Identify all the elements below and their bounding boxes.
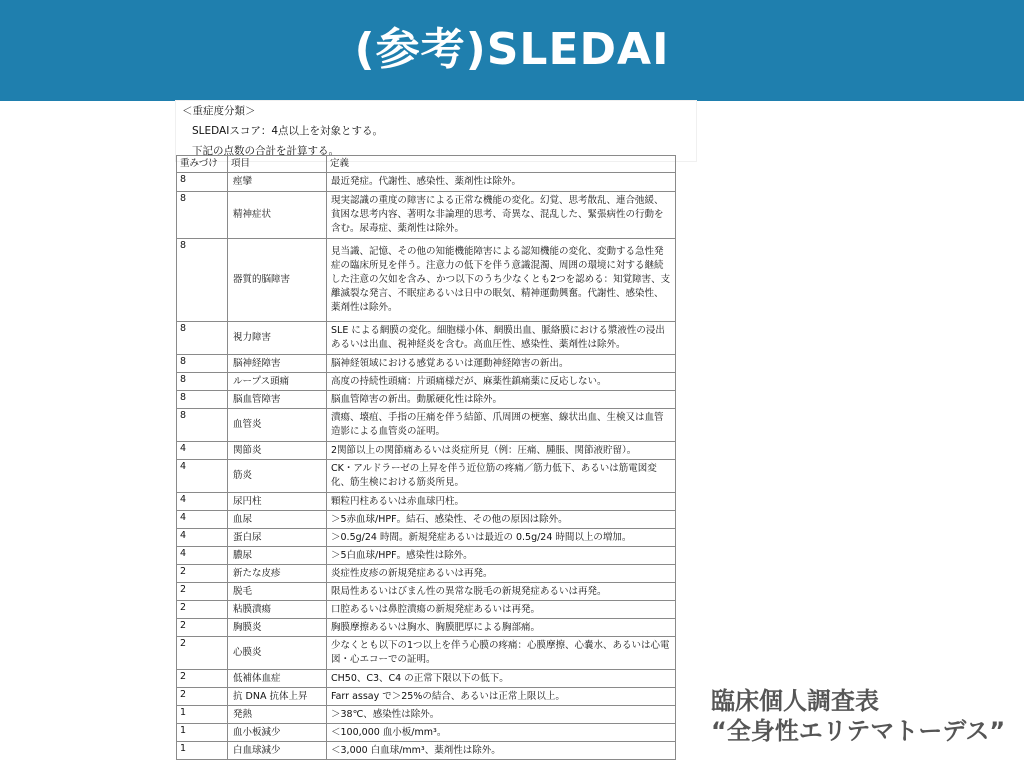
item-cell: 精神症状	[228, 192, 327, 239]
weight-cell: 8	[177, 173, 228, 192]
side-caption	[711, 686, 1011, 746]
table-row	[177, 511, 676, 529]
item-cell: 心膜炎	[228, 637, 327, 670]
definition-cell: 見当識、記憶、その他の知能機能障害による認知機能の変化、変動する急性発症の臨床所見を伴う。注意力の低下を伴う意識混濁、周囲の環境に対する継続した注意の欠如を含み、かつ以下のうち少なくとも2つを認める：知覚障害、支離滅裂な発言、不眠症あるいは日中の眠気、精神運動興奮。代謝性、感染性、薬剤性は除外。	[327, 239, 676, 322]
item-cell: 白血球減少	[228, 742, 327, 760]
weight-cell: 1	[177, 724, 228, 742]
definition-cell: Farr assay で＞25%の結合、あるいは正常上限以上。	[327, 688, 676, 706]
item-cell: 脱毛	[228, 583, 327, 601]
definition-cell: 少なくとも以下の1つ以上を伴う心膜の疼痛：心膜摩擦、心嚢水、あるいは心電図・心エコーでの証明。	[327, 637, 676, 670]
weight-cell: 4	[177, 460, 228, 493]
table-row	[177, 529, 676, 547]
item-cell: 筋炎	[228, 460, 327, 493]
item-cell: 血管炎	[228, 409, 327, 442]
weight-cell: 4	[177, 547, 228, 565]
score-note: SLEDAIスコア：4点以上を対象とする。	[192, 125, 384, 137]
item-cell: 視力障害	[228, 322, 327, 355]
definition-cell: 炎症性皮疹の新規発症あるいは再発。	[327, 565, 676, 583]
item-cell: 器質的脳障害	[228, 239, 327, 322]
table-row	[177, 670, 676, 688]
table-row	[177, 742, 676, 760]
definition-cell: ＜3,000 白血球/mm³、薬剤性は除外。	[327, 742, 676, 760]
item-cell: 粘膜潰瘍	[228, 601, 327, 619]
item-cell: 血小板減少	[228, 724, 327, 742]
definition-cell: 2関節以上の関節痛あるいは炎症所見（例：圧痛、腫脹、関節液貯留）。	[327, 442, 676, 460]
definition-cell: ＞5白血球/HPF。感染性は除外。	[327, 547, 676, 565]
weight-cell: 2	[177, 637, 228, 670]
definition-cell: CK・アルドラーゼの上昇を伴う近位筋の疼痛／筋力低下、あるいは筋電図変化、筋生検における筋炎所見。	[327, 460, 676, 493]
table-row	[177, 493, 676, 511]
definition-cell: ＞5赤血球/HPF。結石、感染性、その他の原因は除外。	[327, 511, 676, 529]
table-row	[177, 724, 676, 742]
sledai-table	[176, 155, 676, 760]
item-cell: 脳血管障害	[228, 391, 327, 409]
column-header-weight: 重みづけ	[177, 156, 228, 173]
table-row	[177, 409, 676, 442]
item-cell: 関節炎	[228, 442, 327, 460]
table-row	[177, 637, 676, 670]
table-row	[177, 391, 676, 409]
item-cell: 胸膜炎	[228, 619, 327, 637]
table-row	[177, 355, 676, 373]
table-row	[177, 565, 676, 583]
table-row	[177, 688, 676, 706]
weight-cell: 2	[177, 688, 228, 706]
item-cell: 発熱	[228, 706, 327, 724]
column-header-definition: 定義	[327, 156, 676, 173]
weight-cell: 4	[177, 529, 228, 547]
table-row	[177, 619, 676, 637]
caption-subtitle: “全身性エリテマトーデス”	[711, 717, 1006, 745]
weight-cell: 8	[177, 409, 228, 442]
column-header-item: 項目	[228, 156, 327, 173]
item-cell: ループス頭痛	[228, 373, 327, 391]
definition-cell: 限局性あるいはびまん性の異常な脱毛の新規発症あるいは再発。	[327, 583, 676, 601]
definition-cell: 潰瘍、壊疽、手指の圧痛を伴う結節、爪周囲の梗塞、線状出血、生検又は血管造影による血管炎の証明。	[327, 409, 676, 442]
table-row	[177, 239, 676, 322]
weight-cell: 8	[177, 373, 228, 391]
definition-cell: ＜100,000 血小板/mm³。	[327, 724, 676, 742]
definition-cell: 脳血管障害の新出。動脈硬化性は除外。	[327, 391, 676, 409]
definition-cell: 口腔あるいは鼻腔潰瘍の新規発症あるいは再発。	[327, 601, 676, 619]
table-row	[177, 442, 676, 460]
caption-title: 臨床個人調査表	[711, 687, 879, 715]
table-row	[177, 547, 676, 565]
item-cell: 脳神経障害	[228, 355, 327, 373]
table-row	[177, 583, 676, 601]
table-row	[177, 460, 676, 493]
definition-cell: 脳神経領域における感覚あるいは運動神経障害の新出。	[327, 355, 676, 373]
item-cell: 痙攣	[228, 173, 327, 192]
definition-cell: ＞38℃、感染性は除外。	[327, 706, 676, 724]
weight-cell: 2	[177, 583, 228, 601]
table-row	[177, 322, 676, 355]
item-cell: 膿尿	[228, 547, 327, 565]
weight-cell: 4	[177, 493, 228, 511]
table-row	[177, 173, 676, 192]
weight-cell: 2	[177, 565, 228, 583]
title-banner	[0, 0, 1024, 101]
definition-cell: 胸膜摩擦あるいは胸水、胸膜肥厚による胸部痛。	[327, 619, 676, 637]
weight-cell: 8	[177, 192, 228, 239]
item-cell: 低補体血症	[228, 670, 327, 688]
table-row	[177, 373, 676, 391]
table-row	[177, 601, 676, 619]
table-header-row	[177, 156, 676, 173]
definition-cell: 高度の持続性頭痛：片頭痛様だが、麻薬性鎮痛薬に反応しない。	[327, 373, 676, 391]
weight-cell: 1	[177, 706, 228, 724]
weight-cell: 2	[177, 619, 228, 637]
item-cell: 尿円柱	[228, 493, 327, 511]
weight-cell: 2	[177, 601, 228, 619]
weight-cell: 8	[177, 239, 228, 322]
item-cell: 血尿	[228, 511, 327, 529]
definition-cell: ＞0.5g/24 時間。新規発症あるいは最近の 0.5g/24 時間以上の増加。	[327, 529, 676, 547]
weight-cell: 4	[177, 511, 228, 529]
document-header	[176, 101, 696, 161]
definition-cell: CH50、C3、C4 の正常下限以下の低下。	[327, 670, 676, 688]
item-cell: 蛋白尿	[228, 529, 327, 547]
definition-cell: 顆粒円柱あるいは赤血球円柱。	[327, 493, 676, 511]
weight-cell: 8	[177, 322, 228, 355]
section-heading: ＜重症度分類＞	[182, 105, 256, 117]
definition-cell: 最近発症。代謝性、感染性、薬剤性は除外。	[327, 173, 676, 192]
calculation-note: 下記の点数の合計を計算する。	[192, 145, 339, 157]
item-cell: 新たな皮疹	[228, 565, 327, 583]
table-row	[177, 192, 676, 239]
weight-cell: 8	[177, 355, 228, 373]
weight-cell: 8	[177, 391, 228, 409]
table-row	[177, 706, 676, 724]
slide-title: (参考)SLEDAI	[354, 24, 670, 75]
weight-cell: 4	[177, 442, 228, 460]
weight-cell: 2	[177, 670, 228, 688]
definition-cell: 現実認識の重度の障害による正常な機能の変化。幻覚、思考散乱、連合弛緩、貧困な思考内容、著明な非論理的思考、奇異な、混乱した、緊張病性の行動を含む。尿毒症、薬剤性は除外。	[327, 192, 676, 239]
weight-cell: 1	[177, 742, 228, 760]
definition-cell: SLE による網膜の変化。細胞様小体、網膜出血、脈絡膜における漿液性の浸出あるいは出血、視神経炎を含む。高血圧性、感染性、薬剤性は除外。	[327, 322, 676, 355]
item-cell: 抗 DNA 抗体上昇	[228, 688, 327, 706]
